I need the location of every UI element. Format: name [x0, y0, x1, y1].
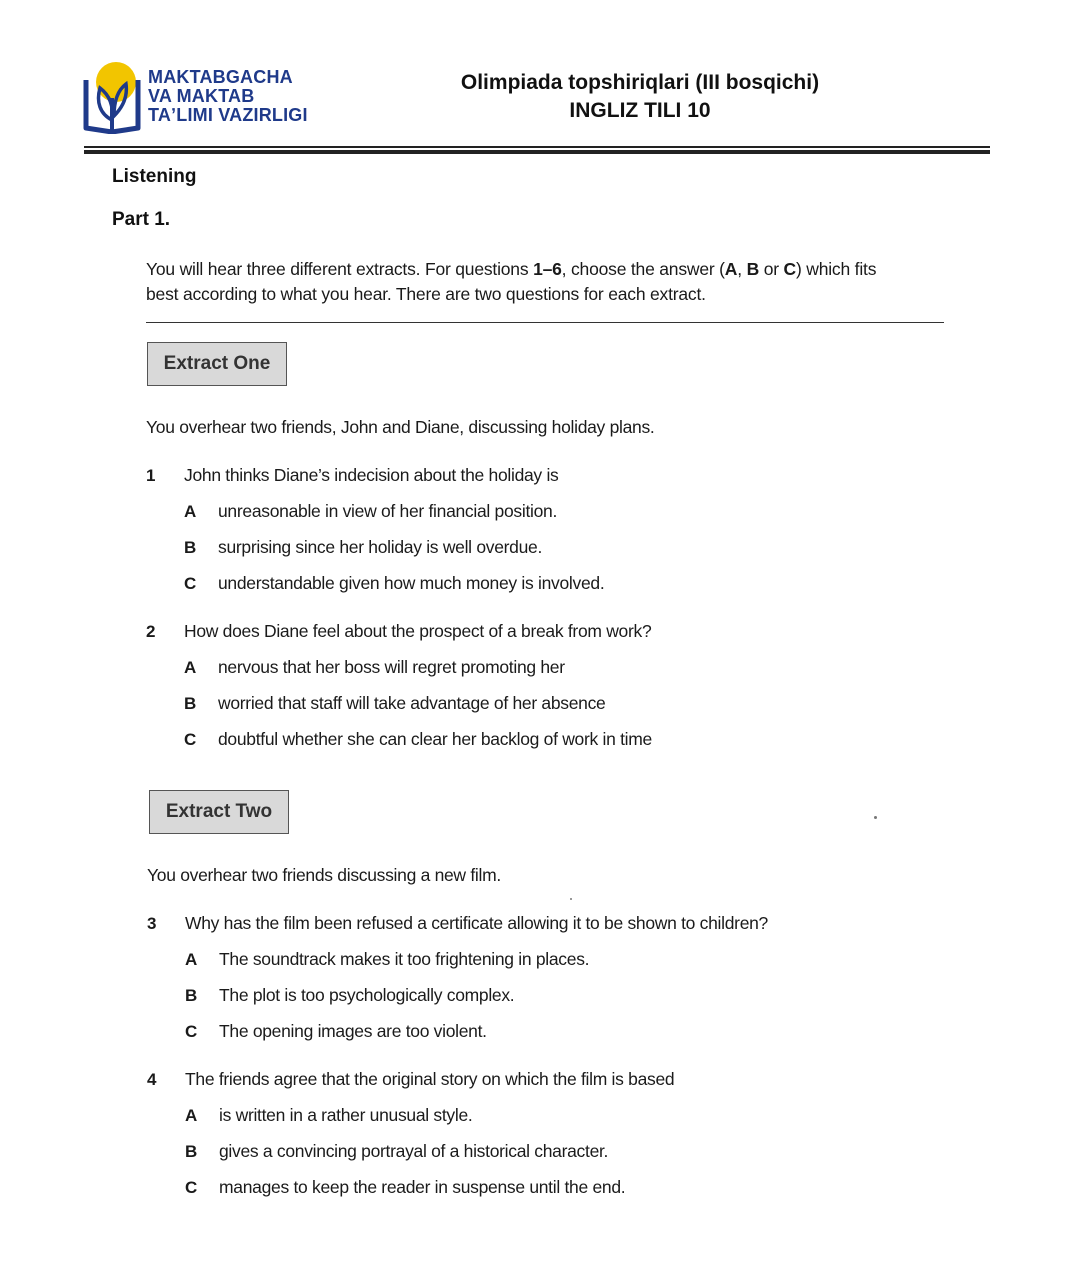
question-3-option-c: The opening images are too violent.	[219, 1021, 487, 1041]
instructions-line-2: best according to what you hear. There are two questions for each extract.	[146, 284, 706, 304]
extract-one-label: Extract One	[147, 342, 287, 386]
instr-bold-1: 1–6	[533, 259, 562, 279]
question-3-option-a: The soundtrack makes it too frightening in places.	[219, 949, 590, 969]
question-2-option-c-letter: C	[184, 730, 197, 749]
question-2-option-b-letter: B	[184, 694, 197, 713]
question-2-option-a: nervous that her boss will regret promoting her	[218, 657, 565, 677]
question-4-option-c: manages to keep the reader in suspense until the end.	[219, 1177, 626, 1197]
ministry-logo	[82, 56, 322, 136]
instr-text-1: You will hear three different extracts. For questions	[146, 259, 534, 279]
question-4-option-b-letter: B	[185, 1142, 198, 1161]
question-1-option-c-letter: C	[184, 574, 197, 593]
instructions-rule	[146, 322, 944, 323]
question-4-number: 4	[147, 1070, 157, 1089]
extract-two-label: Extract Two	[149, 790, 289, 834]
scan-speck	[570, 898, 572, 900]
question-1-number: 1	[146, 466, 156, 485]
instr-bold-4: C	[783, 259, 796, 279]
instructions	[146, 257, 946, 307]
question-4-option-a: is written in a rather unusual style.	[219, 1105, 473, 1125]
question-3-text: Why has the film been refused a certificate allowing it to be shown to children?	[185, 913, 768, 933]
instructions-line-1	[146, 257, 946, 282]
question-3-option-b-letter: B	[185, 986, 198, 1005]
question-1-option-b: surprising since her holiday is well overdue.	[218, 537, 543, 557]
header-title-line-2: INGLIZ TILI 10	[569, 99, 711, 122]
question-1-option-a-letter: A	[184, 502, 197, 521]
question-1-option-b-letter: B	[184, 538, 197, 557]
extract-two-intro: You overhear two friends discussing a new film.	[147, 865, 501, 885]
scan-speck	[874, 816, 877, 819]
logo-text	[148, 68, 308, 125]
part-heading: Part 1.	[112, 209, 171, 230]
question-3-option-c-letter: C	[185, 1022, 198, 1041]
question-1-option-a: unreasonable in view of her financial position.	[218, 501, 558, 521]
header-title-line-1: Olimpiada topshiriqlari (III bosqichi)	[460, 71, 820, 94]
question-3-number: 3	[147, 914, 157, 933]
instr-text-4: or	[759, 259, 784, 279]
extract-one-intro: You overhear two friends, John and Diane, discussing holiday plans.	[146, 417, 655, 437]
section-heading: Listening	[112, 166, 197, 187]
question-4-text: The friends agree that the original story on which the film is based	[185, 1069, 675, 1089]
question-2-number: 2	[146, 622, 156, 641]
question-3-option-a-letter: A	[185, 950, 198, 969]
question-3-option-b: The plot is too psychologically complex.	[219, 985, 515, 1005]
instr-bold-2: A	[724, 259, 738, 279]
question-2-option-c: doubtful whether she can clear her backlog of work in time	[218, 729, 652, 749]
header-rule-top	[84, 146, 990, 148]
book-tree-logo-icon	[82, 58, 142, 134]
question-2-option-a-letter: A	[184, 658, 197, 677]
instr-text-2: , choose the answer (	[561, 259, 725, 279]
question-1-text: John thinks Diane’s indecision about the holiday is	[184, 465, 559, 485]
header-rule-bottom	[84, 150, 990, 154]
instr-text-3: ,	[737, 259, 747, 279]
instr-text-5: ) which fits	[795, 259, 877, 279]
instr-bold-3: B	[746, 259, 760, 279]
question-2-text: How does Diane feel about the prospect of a break from work?	[184, 621, 652, 641]
logo-line-1: MAKTABGACHA	[148, 67, 293, 87]
logo-line-2: VA MAKTAB	[148, 86, 255, 106]
question-4-option-a-letter: A	[185, 1106, 198, 1125]
logo-line-3: TAʼLIMI VAZIRLIGI	[148, 105, 308, 125]
question-2-option-b: worried that staff will take advantage of her absence	[218, 693, 606, 713]
question-4-option-b: gives a convincing portrayal of a historical character.	[219, 1141, 609, 1161]
question-4-option-c-letter: C	[185, 1178, 198, 1197]
question-1-option-c: understandable given how much money is involved.	[218, 573, 605, 593]
